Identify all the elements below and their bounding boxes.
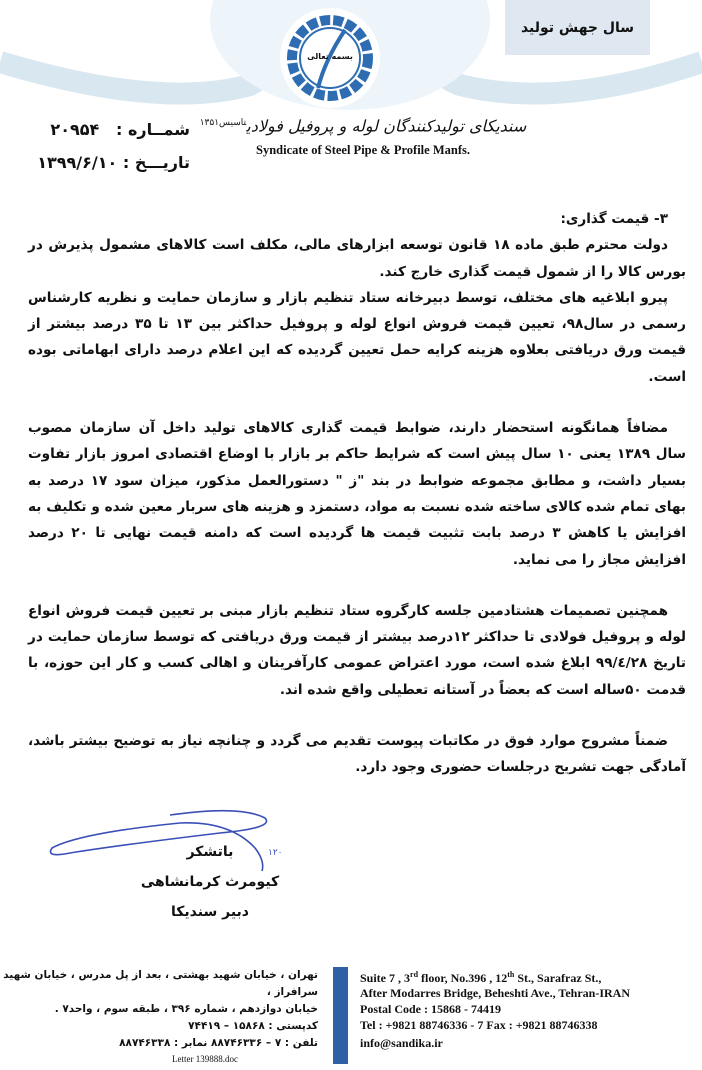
address-en-part: floor, No.396 , 12 [418, 970, 508, 985]
phone-fax-fa: تلفن : ۷ – ۸۸۷۴۶۳۳۶ نمابر : ۸۸۷۴۶۳۳۸ [119, 1036, 318, 1049]
address-en-line [360, 967, 700, 987]
address-en-sup: rd [410, 969, 419, 979]
address-en [360, 967, 700, 1064]
signer-name: کیومرث کرمانشاهی [140, 873, 280, 890]
brand-name-fa [200, 112, 527, 137]
address-fa [0, 967, 318, 1052]
paragraph: پیرو ابلاغیه های مختلف، توسط دبیرخانه ستاد تنظیم بازار و سازمان حمایت و نظریه کارشناس رسمی در سال۹۸، تعیین قیمت فروش انواع لوله و پروفیل حداکثر بین ۱۳ تا ۳۵ درصد بیشتر از قیمت ورق دریافتی بعلاوه هزینه کرایه حمل تعیین گردیده که این اعلام درصد دارای ابهاماتی بوده است. [28, 289, 686, 385]
signer-title: دبیر سندیکا [171, 903, 249, 920]
letter-number [30, 120, 190, 139]
closing: باتشکر [186, 843, 234, 860]
paragraph: ضمناً مشروح موارد فوق در مکاتبات پیوست تقدیم می گردد و چنانچه نیاز به توضیح بیشتر باشد، آمادگی جهت تشریح درجلسات حضوری وجود دارد. [28, 733, 686, 776]
footer [0, 953, 702, 1070]
brand-block [198, 112, 528, 158]
footer-divider-bar [333, 967, 348, 1064]
letter-date [30, 153, 190, 172]
email-link[interactable]: info@sandika.ir [360, 1035, 443, 1050]
letter-body [28, 206, 686, 781]
founded-year: تاسیس۱۳۵۱ [199, 118, 247, 128]
number-value: ۲۰۹۵۴ [50, 120, 100, 139]
paragraph: دولت محترم طبق ماده ۱۸ قانون توسعه ابزارهای مالی، مکلف است کالاهای مشمول پذیرش در بورس کالا را از شمول قیمت گذاری خارج کند. [28, 237, 686, 280]
date-value: ۱۳۹۹/۶/۱۰ [37, 153, 118, 172]
section-heading: ۳- قیمت گذاری: [560, 211, 668, 227]
signature-mark: ۱۲۰ [268, 847, 283, 858]
letter-content [0, 206, 702, 1070]
address-en-sup: th [507, 969, 515, 979]
postal-code-en: Postal Code : 15868 - 74419 [360, 1002, 501, 1017]
year-slogan-banner: سال جهش تولید [505, 0, 650, 55]
brand-name-en: Syndicate of Steel Pipe & Profile Manfs. [256, 143, 470, 158]
number-label: شمــاره : [115, 120, 190, 139]
brand-name-fa-text: سندیکای تولیدکنندگان لوله و پروفیل فولادی [246, 116, 527, 136]
signature-block [120, 837, 300, 927]
paragraph: همچنین تصمیمات هشتادمین جلسه کارگروه ستاد تنظیم بازار مبنی بر تعیین قیمت فروش انواع لوله و پروفیل فولادی تا حداکثر ۱۲درصد بیشتر از قیمت ورق دریافتی که توسط سازمان حمایت در تاریخ ۹۹/٤/۲۸ ابلاغ شده است، مورد اعتراض عمومی کارآفرینان و اهالی کسب و کار این حوزه، با قدمت ۵۰ساله است که بعضاً در آستانه تعطیلی واقع شده اند. [28, 602, 687, 698]
address-fa-line: تهران ، خیابان شهید بهشتی ، بعد از پل مدرس ، خیابان شهید سرافراز ، [3, 968, 318, 998]
date-label: تاریـــخ : [122, 153, 190, 172]
signature-area [0, 803, 702, 953]
footer-fa-column [0, 967, 318, 1064]
postal-code-fa: کدپستی : ۱۵۸۶۸ – ۷۴۴۱۹ [188, 1019, 318, 1032]
address-en-part: Suite 7 , 3 [360, 970, 411, 985]
document-filename: Letter 139888.doc [172, 1053, 238, 1064]
address-en-part: St., Sarafraz St., [514, 970, 602, 985]
address-fa-line: خیابان دوازدهم ، شماره ۳۹۶ ، طبقه سوم ، واحد۷ . [54, 1002, 318, 1015]
phone-fax-en: Tel : +9821 88746336 - 7 Fax : +9821 88746338 [360, 1018, 598, 1033]
paragraph: مضافاً همانگونه استحضار دارند، ضوابط قیمت گذاری کالاهای تولید داخل آن سازمان مصوب سال ۱۳۸۹ یعنی ۱۰ سال پیش است که شرایط حاکم بر بازار با اوضاع اقتصادی امروز بازار تفاوت بسیار داشت، و مطابق مجموعه ضوابط در بند "ز " دستورالعمل مذکور، میزان سود ۱۷ درصد به بهای تمام شده کالای ساخته شده نسبت به مواد، دستمزد و هزینه های سربار معین شده و تکلیف به افزایش یا کاهش ۳ درصد بابت تثبیت قیمت ها گردیده است که دامنه قیمت نهایی تا ۲۰ درصد افزایش مجاز را می نماید. [28, 420, 687, 568]
address-en-line: After Modarres Bridge, Beheshti Ave., Tehran-IRAN [360, 986, 630, 1001]
logo-center-text: بسمه تعالی [307, 52, 353, 61]
